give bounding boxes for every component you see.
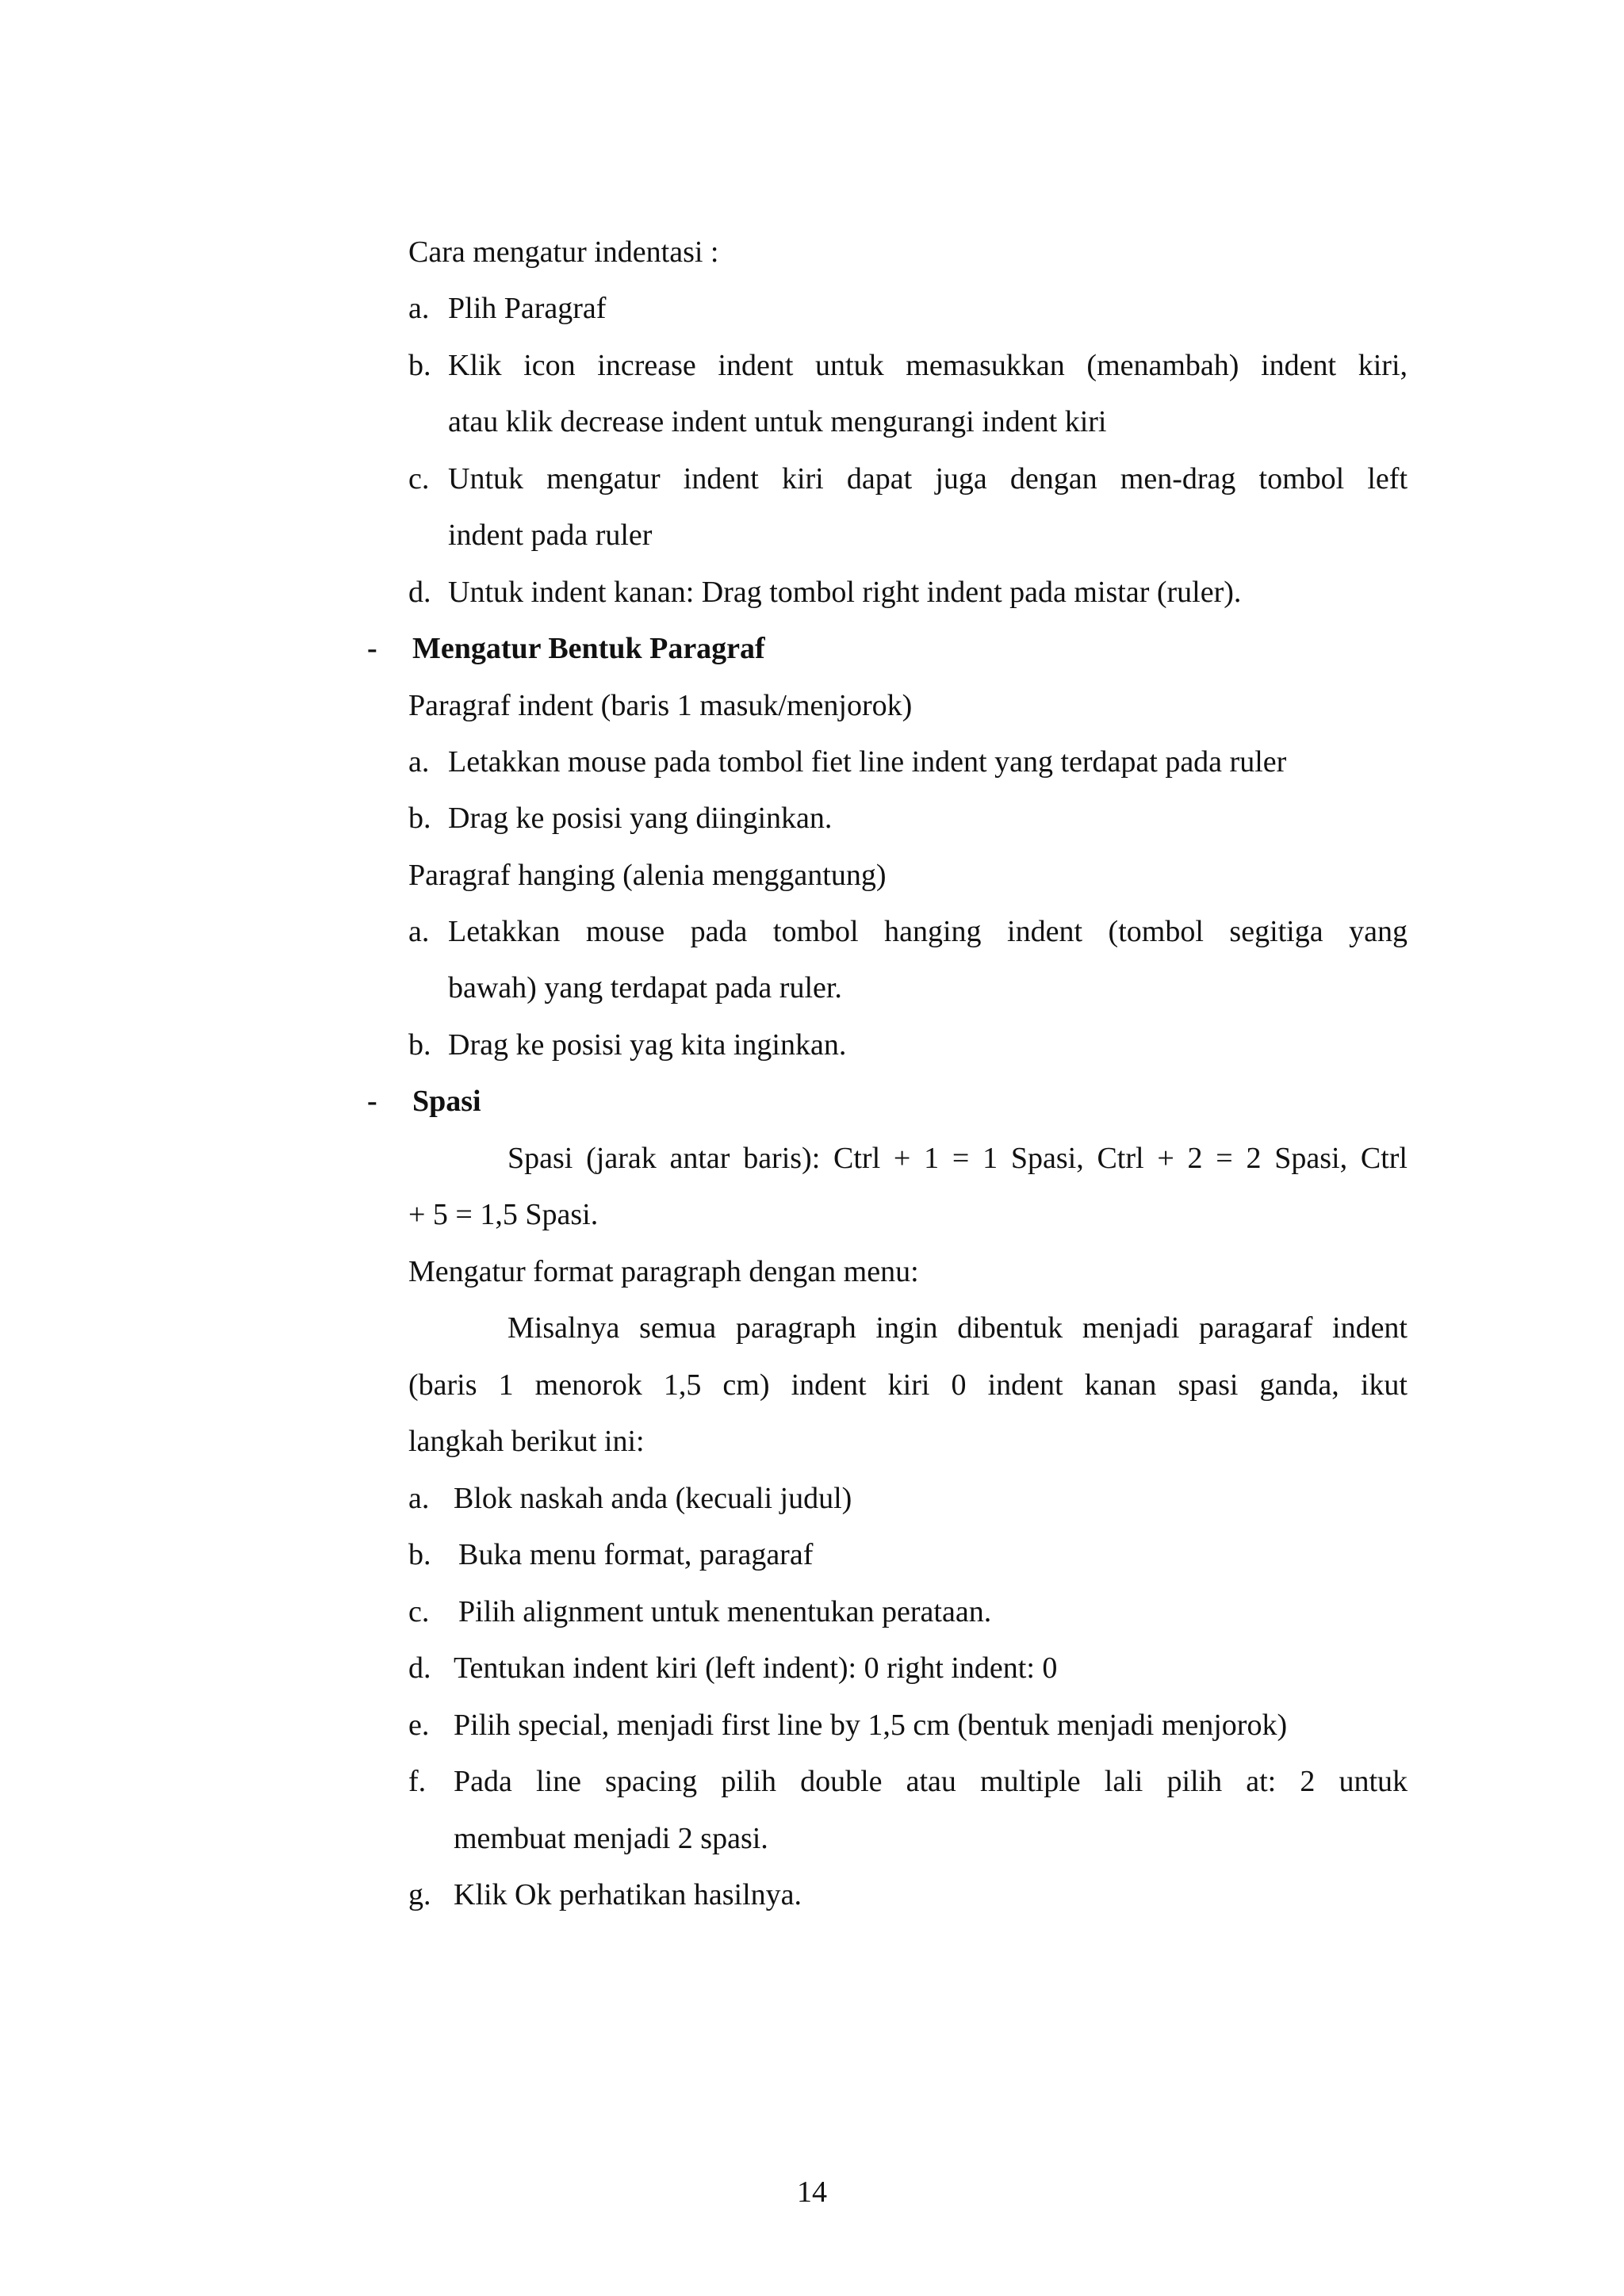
list-item-text: indent pada ruler <box>448 519 653 552</box>
list-marker: d. <box>408 1651 431 1685</box>
section-heading: Mengatur Bentuk Paragraf <box>412 632 765 665</box>
list-item-text: Untuk indent kanan: Drag tombol right indent pada mistar (ruler). <box>448 576 1242 609</box>
list-item-text: membuat menjadi 2 spasi. <box>454 1822 768 1855</box>
list-item-text: Tentukan indent kiri (left indent): 0 right indent: 0 <box>454 1651 1058 1685</box>
subheading-text: Paragraf indent (baris 1 masuk/menjorok) <box>408 689 913 722</box>
list-item-text: atau klik decrease indent untuk mengurangi indent kiri <box>448 405 1107 438</box>
list-marker: a. <box>408 292 430 325</box>
paragraph-line: + 5 = 1,5 Spasi. <box>408 1198 599 1231</box>
list-item-text: Blok naskah anda (kecuali judul) <box>454 1482 852 1515</box>
list-item-text: Plih Paragraf <box>448 292 607 325</box>
page-number: 14 <box>797 2175 827 2209</box>
list-marker: a. <box>408 745 430 779</box>
list-item-text: Drag ke posisi yag kita inginkan. <box>448 1028 847 1062</box>
list-marker: d. <box>408 576 431 609</box>
list-marker: c. <box>408 1595 430 1628</box>
paragraph-line: Misalnya semua paragraph ingin dibentuk menjadi paragaraf indent <box>508 1311 1408 1345</box>
list-marker: c. <box>408 462 430 496</box>
paragraph-line: (baris 1 menorok 1,5 cm) indent kiri 0 indent kanan spasi ganda, ikut <box>408 1368 1408 1402</box>
list-item-text: Untuk mengatur indent kiri dapat juga dengan men-drag tombol left <box>448 462 1408 496</box>
paragraph-line: Spasi (jarak antar baris): Ctrl + 1 = 1 Spasi, Ctrl + 2 = 2 Spasi, Ctrl <box>508 1142 1408 1175</box>
list-item-text: bawah) yang terdapat pada ruler. <box>448 971 842 1004</box>
list-marker: f. <box>408 1765 427 1798</box>
paragraph-line: langkah berikut ini: <box>408 1425 645 1458</box>
list-marker: b. <box>408 802 431 835</box>
list-item-text: Klik icon increase indent untuk memasukkan (menambah) indent kiri, <box>448 349 1408 382</box>
section-dash: - <box>367 632 377 665</box>
paragraph-line: Mengatur format paragraph dengan menu: <box>408 1255 919 1288</box>
list-item-text: Buka menu format, paragaraf <box>458 1538 814 1571</box>
list-marker: e. <box>408 1709 430 1742</box>
list-marker: b. <box>408 349 431 382</box>
list-item-text: Klik Ok perhatikan hasilnya. <box>454 1878 802 1911</box>
list-marker: a. <box>408 915 430 948</box>
section-heading: Spasi <box>412 1085 481 1118</box>
list-item-text: Drag ke posisi yang diinginkan. <box>448 802 833 835</box>
list-marker: g. <box>408 1878 431 1911</box>
subheading-text: Paragraf hanging (alenia menggantung) <box>408 859 887 892</box>
intro-text: Cara mengatur indentasi : <box>408 235 719 269</box>
list-item-text: Pilih alignment untuk menentukan perataan. <box>458 1595 992 1628</box>
list-item-text: Pilih special, menjadi first line by 1,5 cm (bentuk menjadi menjorok) <box>454 1709 1288 1742</box>
list-item-text: Letakkan mouse pada tombol fiet line indent yang terdapat pada ruler <box>448 745 1287 779</box>
section-dash: - <box>367 1085 377 1118</box>
list-item-text: Pada line spacing pilih double atau multiple lali pilih at: 2 untuk <box>454 1765 1408 1798</box>
list-marker: a. <box>408 1482 430 1515</box>
list-item-text: Letakkan mouse pada tombol hanging indent (tombol segitiga yang <box>448 915 1408 948</box>
list-marker: b. <box>408 1028 431 1062</box>
list-marker: b. <box>408 1538 431 1571</box>
